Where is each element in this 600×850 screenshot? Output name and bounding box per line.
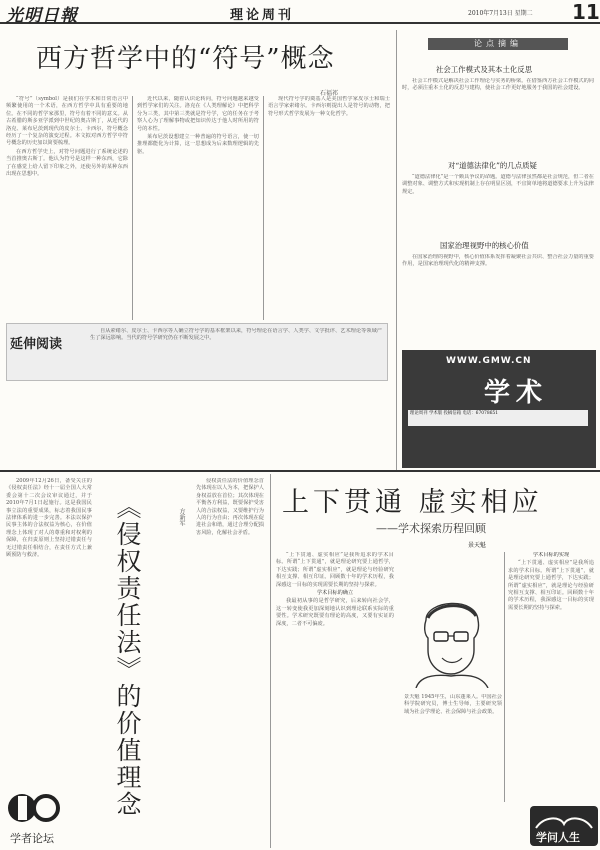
column-divider <box>270 474 271 848</box>
feature-col-1 <box>276 552 394 846</box>
ad-title: 学术 <box>484 378 549 408</box>
sidebar-item-text <box>402 254 594 342</box>
sidebar-item-paragraph: “道德法律化”是一个颇具争议的命题。道德与法律虽然都是社会规范，但二者在调整对象、调整方式和实现机制上存在明显区别，不宜简单地将道德要求上升为法律规定。 <box>402 174 594 195</box>
column-divider <box>504 552 505 802</box>
section-title: 理论周刊 <box>230 8 295 23</box>
sidebar-heading: 论点摘编 <box>428 38 568 50</box>
lead-article-paragraph: 近代以来，随着认识论转向，符号问题越来越受到哲学家们的关注。洛克在《人类理解论》中把科学分为三类，其中第三类就是符号学，它的任务在于考察人心为了理解事物或把知识传达于他人时所用的符号的本性。 <box>137 96 259 132</box>
feature-author: 景天魁 <box>468 542 487 549</box>
extended-reading-text <box>90 328 382 376</box>
feature-section-heading: 学术目标的确立 <box>316 590 354 597</box>
ad-website-url[interactable]: WWW.GMW.CN <box>446 356 532 366</box>
scholar-forum-logo-icon <box>6 790 66 846</box>
author-caption <box>404 694 502 762</box>
sidebar-item-paragraph: 在国家治理的视野中，核心价值体系发挥着凝聚社会共识、整合社会力量的重要作用，是国家治理现代化的精神支撑。 <box>402 254 594 268</box>
section-divider <box>0 470 600 472</box>
author-caption-text: 景天魁 1945年生，山东蓬莱人。中国社会科学院研究员，博士生导师，主要研究领域为社会学理论、社会保障与社会政策。 <box>404 694 502 715</box>
feature-col-2 <box>508 552 594 802</box>
lead-article-col-3 <box>268 96 390 356</box>
feature-title: 上下贯通 虚实相应 <box>282 487 543 518</box>
feature-paragraph: “上下贯通、虚实相应”是我所追求的学术目标。所谓“上下贯通”，就是理论研究要上通哲学，下达实践；所谓“虚实相应”，就是理论与经验研究相互支撑、相互印证。回顾数十年的学术历程，我深感这一目标的实现需要长期的坚持与探索。 <box>276 552 394 588</box>
sidebar-item-title: 社会工作模式及其本土化反思 <box>436 65 533 74</box>
sidebar-item-title: 国家治理视野中的核心价值 <box>440 241 529 250</box>
second-article-col-1 <box>6 478 92 790</box>
feature-paragraph: “上下贯通、虚实相应”是我所追求的学术目标。所谓“上下贯通”，就是理论研究要上通哲学，下达实践；所谓“虚实相应”，就是理论与经验研究相互支撑、相互印证。回顾数十年的学术历程，我深感这一目标的实现需要长期的坚持与探索。 <box>508 560 594 611</box>
second-article-paragraph: 2009年12月26日，备受关注的《侵权责任法》经十一届全国人大常委会第十二次会议审议通过，并于2010年7月1日起施行。这是我国民事立法的重要成果，标志着我国民事法律体系的进一步完善。本法以保护民事主体的合法权益为核心，在价值理念上体现了对人的尊重和对权利的保障，在归责原则上坚持过错责任与无过错责任相结合，在责任方式上兼顾预防与救济。 <box>6 478 92 559</box>
second-article-paragraph: 侵权责任法的价值理念首先体现在以人为本，把保护人身权益放在首位；其次体现在平衡各方利益，既要保护受害人的合法权益，又要维护行为人的行为自由；再次体现在促进社会和谐，通过合理分配损害风险，化解社会矛盾。 <box>196 478 264 536</box>
ad-contact-strip: 理论周刊 学术版 投稿信箱 电话：67078651 <box>408 410 588 426</box>
extended-reading-title: 延伸阅读 <box>10 337 63 352</box>
feature-subtitle: ——学术探索历程回顾 <box>376 522 486 535</box>
sidebar-item-paragraph: 社会工作模式是解决社会工作理论与实务的桥梁。在借鉴西方社会工作模式的同时，必须注重本土化的反思与建构，使社会工作更好地服务于我国的社会建设。 <box>402 78 594 92</box>
lead-article-author: 石福祁 <box>320 90 339 97</box>
second-article-col-2 <box>196 478 264 846</box>
issue-date: 2010年7月13日 星期二 <box>468 10 533 17</box>
sidebar-item-text <box>402 78 594 156</box>
sidebar-item-text <box>402 174 594 234</box>
extended-reading-paragraph: 自从索绪尔、皮尔士、卡西尔等人确立符号学的基本框架以来，符号理论在语言学、人类学、文学批评、艺术理论等领域产生了深远影响。当代的符号学研究仍在不断发展之中。 <box>90 328 382 342</box>
feature-paragraph: 我最初从事的是哲学研究，后来转向社会学，这一转变使我更加深刻地认识到理论联系实际的重要性。学术研究既要有理论的高度，又要有实证的深度，二者不可偏废。 <box>276 598 394 627</box>
lead-article-col-1 <box>6 96 128 320</box>
newspaper-masthead: 光明日報 <box>6 6 78 26</box>
scholar-forum-label: 学者论坛 <box>10 832 54 845</box>
column-divider <box>263 96 264 320</box>
author-portrait-image <box>408 590 494 688</box>
feature-section-heading: 学术目标的实现 <box>532 552 570 558</box>
sidebar-divider <box>396 30 397 470</box>
lead-article-title: 西方哲学中的“符号”概念 <box>36 44 335 74</box>
column-divider <box>132 96 133 320</box>
lead-article-paragraph: 在西方哲学史上，对符号问题进行了系统论述的当首推奥古斯丁。他认为符号是这样一种东西，它除了在感觉上给人留下印象之外，还使另外的某种东西出现在思想中。 <box>6 148 128 178</box>
second-article-title: 《侵权责任法》的价值理念 <box>113 494 142 818</box>
lead-article-col-2 <box>137 96 259 320</box>
academic-ad-banner[interactable] <box>402 350 596 468</box>
learning-life-logo-icon <box>530 806 598 846</box>
learning-life-label: 学问人生 <box>536 831 580 844</box>
lead-article-paragraph: 莱布尼茨设想建立一种普遍的符号语言，使一切推理都能化为计算，这一思想成为后来数理逻辑的先驱。 <box>137 134 259 155</box>
lead-article-paragraph: “符号”（symbol）是我们在学术和日常语言中频繁使用的一个术语，在西方哲学中具有重要的地位。在不同的哲学家那里，符号有着不同的意义。从古希腊的斯多亚学派到中世纪的奥古斯丁，从近代的洛克、莱布尼茨到现代的皮尔士、卡西尔，符号概念经历了一个复杂的演变过程。本文拟对西方哲学中符号概念的历史加以简要梳理。 <box>6 96 128 147</box>
second-article-author: 方新军 <box>178 508 185 526</box>
page-number: 11 <box>572 0 600 24</box>
sidebar-item-title: 对“道德法律化”的几点质疑 <box>448 161 537 170</box>
lead-article-paragraph: 现代符号学的奠基人是美国哲学家皮尔士和瑞士语言学家索绪尔。卡西尔则提出人是符号的动物，把符号形式哲学发展为一种文化哲学。 <box>268 96 390 117</box>
